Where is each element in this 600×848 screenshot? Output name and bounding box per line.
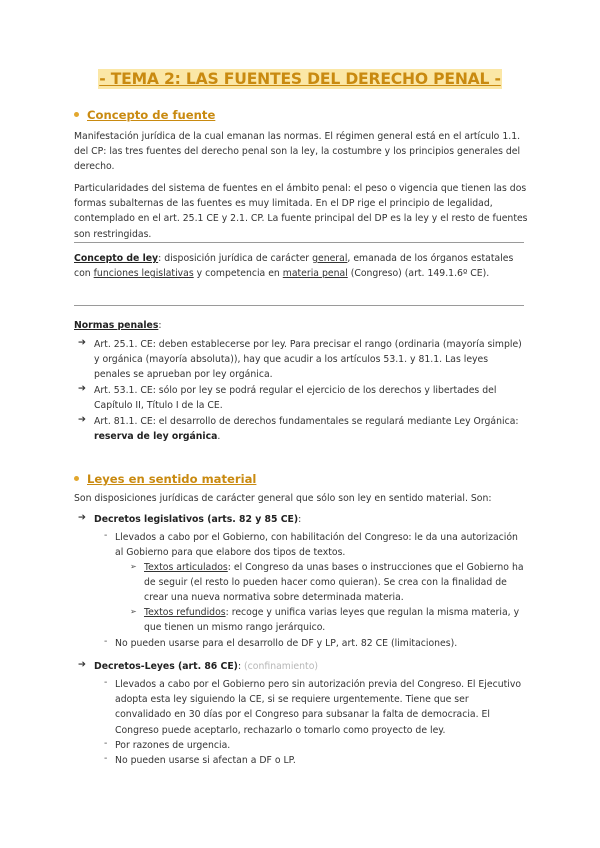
decretos-leyes-heading: Decretos-Leyes (art. 86 CE): (confinamiento)	[94, 661, 319, 672]
list-item: Textos refundidos: recoge y unifica varias leyes que regulan la misma materia, y que tienen un mismo rango jerárquico.	[144, 607, 520, 634]
dash-bullet: -	[104, 753, 108, 764]
list-item: No pueden usarse si afectan a DF o LP.	[115, 755, 296, 766]
bullet-dot-icon	[74, 112, 79, 117]
sub-arrow-icon: ➢	[130, 562, 137, 571]
arrow-icon: ➔	[78, 512, 86, 523]
section-heading-leyes-material: Leyes en sentido material	[74, 472, 256, 486]
paragraph-leyes-intro: Son disposiciones jurídicas de carácter general que sólo son ley en sentido material. Son:	[74, 493, 492, 504]
concepto-ley-label: Concepto de ley	[74, 253, 159, 264]
paragraph-concepto-ley: Concepto de ley: disposición jurídica de carácter general, emanada de los órganos estatales con funciones legislativas y competencia en materia penal (Congreso) (art. 149.1.6º CE).	[74, 253, 514, 280]
list-item: Art. 25.1. CE: deben establecerse por ley. Para precisar el rango (ordinaria (mayoría simple) y orgánica (mayoría absoluta)), hay que acudir a los artículos 53.1. y 81.1. Las leyes penales se aprueban por ley orgánica.	[94, 339, 522, 381]
arrow-icon: ➔	[78, 337, 86, 348]
arrow-icon: ➔	[78, 383, 86, 394]
sub-arrow-icon: ➢	[130, 607, 137, 616]
arrow-icon: ➔	[78, 414, 86, 425]
paragraph-concepto-fuente: Manifestación jurídica de la cual emanan las normas. El régimen general está en el artículo 1.1. del CP: las tres fuentes del derecho penal son la ley, la costumbre y los principios generales del derecho.	[74, 131, 521, 173]
dash-bullet: -	[104, 738, 108, 749]
divider	[74, 242, 524, 243]
dash-bullet: -	[104, 530, 108, 541]
dash-bullet: -	[104, 636, 108, 647]
paragraph-particularidades: Particularidades del sistema de fuentes en el ámbito penal: el peso o vigencia que tienen las dos formas subalternas de las fuentes es muy limitada. En el DP rige el principio de legalidad, contemplado en el art. 25.1 CE y 2.1. CP. La fuente principal del DP es la ley y el resto de fuentes son restringidas.	[74, 183, 528, 240]
page-title: - TEMA 2: LAS FUENTES DEL DERECHO PENAL -	[99, 70, 501, 88]
list-item: Textos articulados: el Congreso da unas bases o instrucciones que el Gobierno ha de seguir (el resto lo pueden hacer como quieran). Se crea con la finalidad de crear una nueva normativa sobre determinada materia.	[144, 562, 524, 604]
list-item: Llevados a cabo por el Gobierno, con habilitación del Congreso: le da una autorización al Gobierno para que elabore dos tipos de textos.	[115, 532, 518, 559]
normas-penales-heading: Normas penales:	[74, 320, 162, 331]
section-heading-concepto-fuente: Concepto de fuente	[74, 108, 215, 122]
list-item: Por razones de urgencia.	[115, 740, 231, 751]
dash-bullet: -	[104, 677, 108, 688]
list-item: Art. 53.1. CE: sólo por ley se podrá regular el ejercicio de los derechos y libertades del Capítulo II, Título I de la CE.	[94, 385, 497, 412]
bullet-dot-icon	[74, 476, 79, 481]
list-item: Art. 81.1. CE: el desarrollo de derechos fundamentales se regulará mediante Ley Orgánica: reserva de ley orgánica.	[94, 416, 519, 443]
arrow-icon: ➔	[78, 659, 86, 670]
divider	[74, 305, 524, 306]
list-item: Llevados a cabo por el Gobierno pero sin autorización previa del Congreso. El Ejecutivo adopta esta ley siguiendo la CE, si se requiere urgentemente. Tiene que ser convalidado en 30 días por el Congreso para subsanar la falta de democracia. El Congreso puede aceptarlo, rechazarlo o tomarlo como proyecto de ley.	[115, 679, 522, 736]
decretos-legislativos-heading: Decretos legislativos (arts. 82 y 85 CE):	[94, 514, 302, 525]
list-item: No pueden usarse para el desarrollo de DF y LP, art. 82 CE (limitaciones).	[115, 638, 458, 649]
